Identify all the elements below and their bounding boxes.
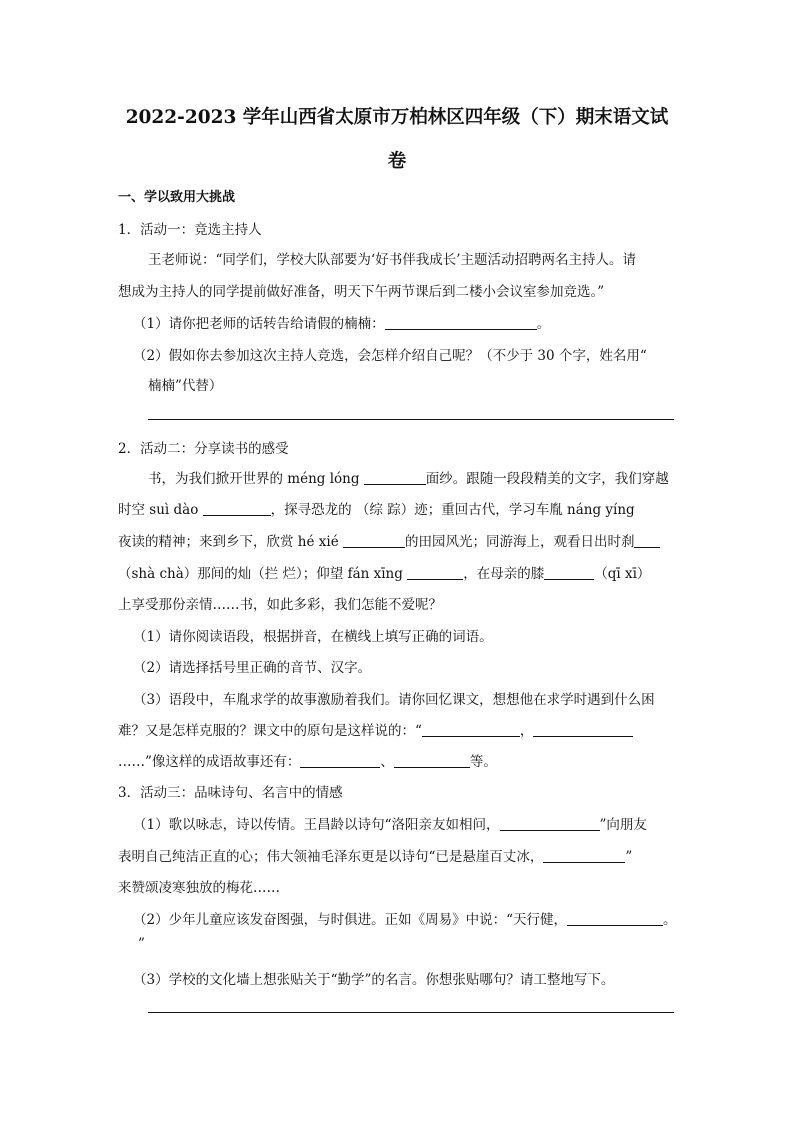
q3-sub-2-line-2: ” — [138, 936, 145, 952]
q2-p4-text: （shà chà）那间的灿（拦 烂）；仰望 fán xīng — [118, 566, 408, 582]
q1-sub-1 — [133, 312, 550, 332]
q3-heading: 3．活动三：品味诗句、名言中的情感 — [118, 785, 343, 801]
q2-p2-text: 时空 suì dào — [118, 502, 203, 518]
q2-s3-sep: 、 — [380, 754, 394, 770]
answer-blank[interactable] — [634, 533, 660, 548]
answer-blank[interactable] — [407, 565, 463, 580]
q2-para-line-1 — [148, 467, 669, 487]
q2-p3-text-2: 的田园风光；同游海上，观看日出时刹 — [404, 534, 635, 550]
title-line-2: 卷 — [387, 151, 407, 172]
q1-sub-1-end: 。 — [536, 316, 551, 332]
q2-p3-text: 夜读的精神；来到乡下，欣赏 hé xié — [118, 534, 343, 550]
answer-blank[interactable] — [385, 315, 537, 330]
q3-sub-1-line-2 — [118, 845, 632, 865]
q3-s1-text-3: 表明自己纯洁正直的心；伟大领袖毛泽东更是以诗句“已是悬崖百丈冰， — [118, 849, 544, 865]
q3-sub-2 — [133, 908, 677, 928]
q1-answer-line[interactable] — [148, 419, 674, 420]
q2-p4-text-2: ，在母亲的膝 — [463, 566, 545, 582]
q2-sub-1: （1）请你阅读语段，根据拼音，在横线上填写正确的词语。 — [133, 629, 493, 645]
q2-para-line-4 — [118, 562, 650, 582]
answer-blank[interactable] — [300, 753, 380, 768]
q2-heading: 2．活动二：分享读书的感受 — [118, 441, 289, 457]
q2-p1-text-2: 面纱。跟随一段段精美的文字，我们穿越 — [425, 471, 669, 487]
q2-sub-3-line-3 — [118, 750, 497, 770]
section-heading: 一、学以致用大挑战 — [118, 190, 236, 205]
answer-blank[interactable] — [500, 816, 600, 831]
q2-p1-text: 书，为我们掀开世界的 méng lóng — [148, 471, 364, 487]
answer-blank[interactable] — [343, 533, 405, 548]
q2-sub-3-line-2 — [118, 719, 633, 739]
q1-heading: 1．活动一：竞选主持人 — [118, 222, 262, 238]
answer-blank[interactable] — [394, 753, 470, 768]
answer-blank[interactable] — [533, 722, 633, 737]
title-line-1: 2022-2023 学年山西省太原市万柏林区四年级（下）期末语文试 — [125, 107, 669, 128]
q1-paragraph-line-2: 想成为主持人的同学提前做好准备，明天下午两节课后到二楼小会议室参加竞选。” — [118, 284, 605, 300]
q3-s2-end: 。 — [663, 912, 677, 928]
q2-p4-text-3: （qī xī） — [594, 566, 651, 582]
answer-blank[interactable] — [567, 911, 663, 926]
q3-sub-3: （3）学校的文化墙上想张贴关于“勤学”的名言。你想张贴哪句？请工整地写下。 — [133, 972, 615, 988]
q1-paragraph-line-1: 王老师说：“同学们，学校大队部要为‘好书伴我成长’主题活动招聘两名主持人。请 — [148, 252, 636, 268]
q1-sub-1-text: （1）请你把老师的话转告给请假的楠楠： — [133, 316, 385, 332]
answer-blank[interactable] — [544, 565, 594, 580]
answer-blank[interactable] — [422, 722, 520, 737]
answer-blank[interactable] — [203, 501, 271, 516]
q3-s1-text-4: ” — [625, 849, 633, 865]
q2-para-line-5: 上享受那份亲情……书，如此多彩，我们怎能不爱呢？ — [118, 597, 442, 613]
q3-s1-text: （1）歌以咏志，诗以传情。王昌龄以诗句“洛阳亲友如相问， — [133, 817, 500, 833]
q2-para-line-3 — [118, 530, 660, 550]
q2-s3-text-2: ……”像这样的成语故事还有： — [118, 754, 301, 770]
q2-sub-3-line-1: （3）语段中，车胤求学的故事激励着我们。请你回忆课文，想想他在求学时遇到什么困 — [133, 692, 655, 708]
q2-s3-text: 难？又是怎样克服的？课文中的原句是这样说的：“ — [118, 723, 422, 739]
answer-blank[interactable] — [364, 470, 426, 485]
q3-s2-text: （2）少年儿童应该发奋图强，与时俱进。正如《周易》中说：“天行健， — [133, 912, 567, 928]
q3-answer-line[interactable] — [148, 1012, 674, 1013]
q2-p2-text-2: ，探寻恐龙的 （综 踪）迹；重回古代，学习车胤 náng yíng — [270, 502, 635, 518]
q3-sub-1-line-3: 来赞颂凌寒独放的梅花…… — [118, 880, 280, 896]
exam-title — [110, 96, 684, 184]
q2-s3-end: 等。 — [469, 754, 497, 770]
q2-sub-2: （2）请选择括号里正确的音节、汉字。 — [133, 660, 372, 676]
q1-sub-2-line-1: （2）假如你去参加这次主持人竞选，会怎样介绍自己呢？（不少于 30 个字，姓名用“ — [133, 348, 647, 364]
q3-s1-text-2: ”向朋友 — [599, 817, 647, 833]
q2-s3-comma: ， — [519, 723, 534, 739]
q2-para-line-2 — [118, 498, 635, 518]
answer-blank[interactable] — [543, 848, 625, 863]
q3-sub-1-line-1 — [133, 813, 647, 833]
q1-sub-2-line-2: 楠楠”代替） — [148, 378, 223, 394]
